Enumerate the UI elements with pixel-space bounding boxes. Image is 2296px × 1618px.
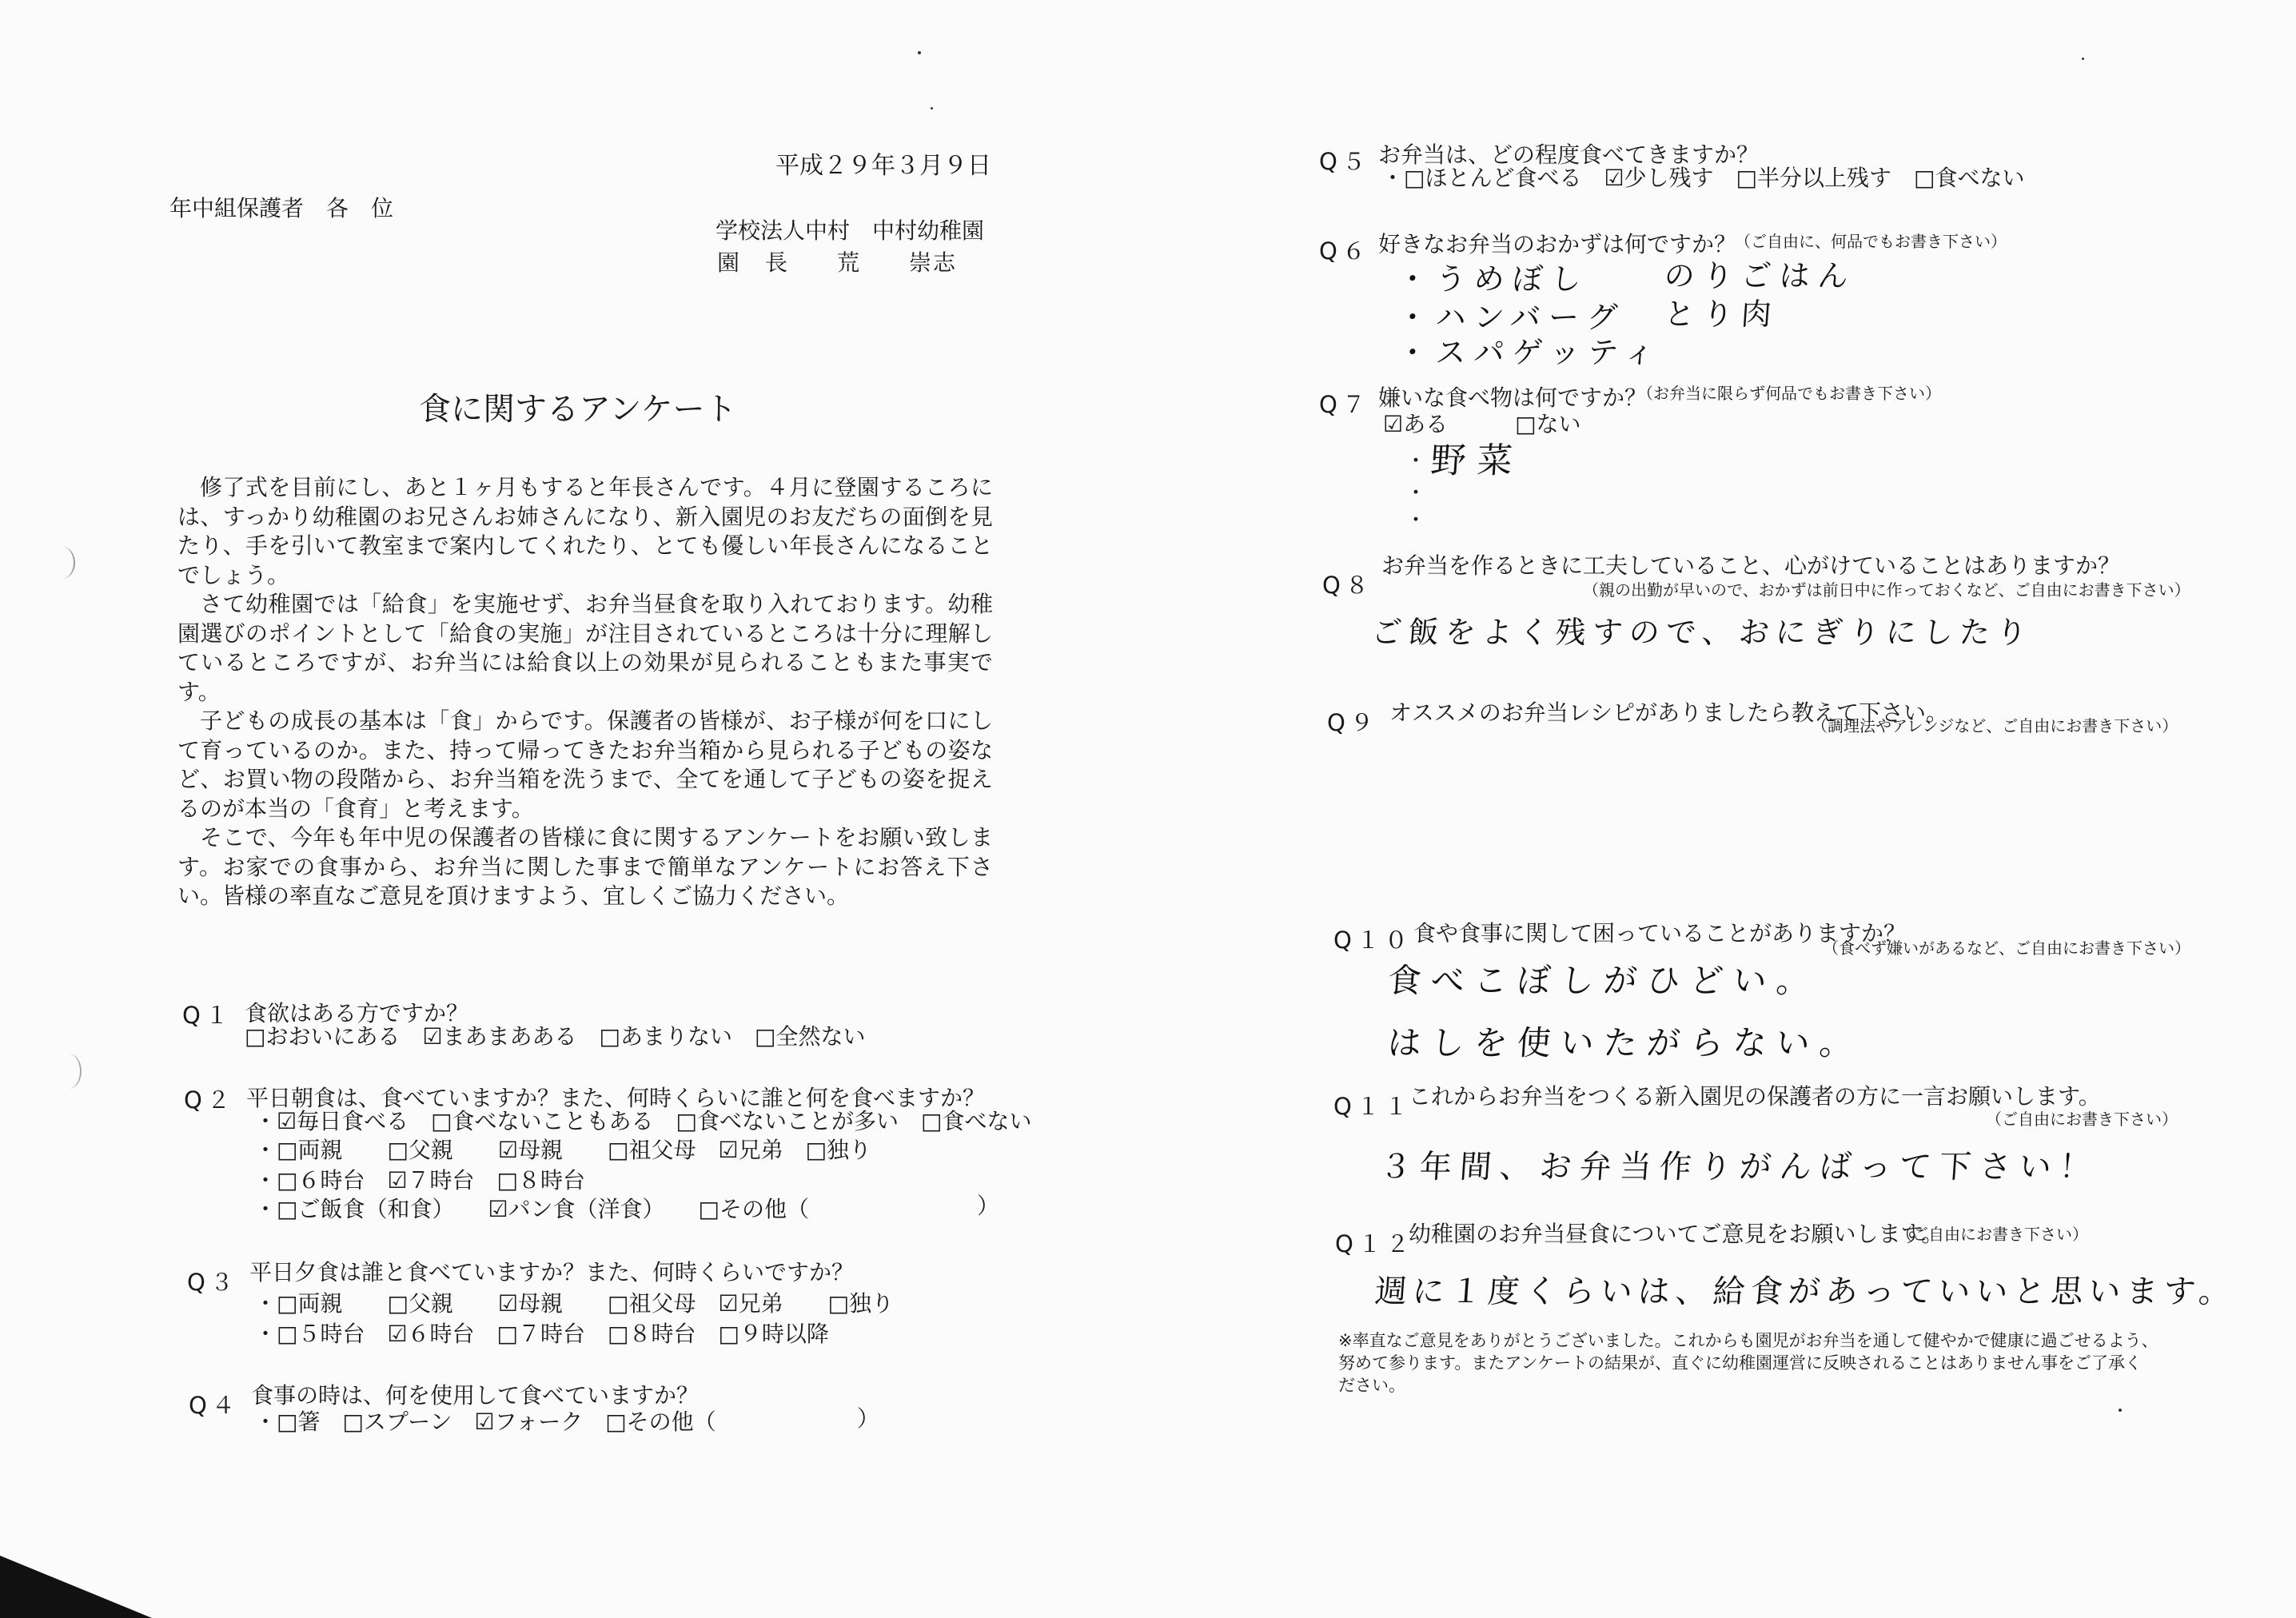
q4-question: 食事の時は、何を使用して食べていますか？ [251, 1382, 700, 1409]
q5-number: Q５ [1319, 148, 1370, 175]
q10-answer-1: 食べこぼしがひどい。 [1386, 961, 1821, 1000]
q10-note: （食べず嫌いがあるなど、ご自由にお書き下さい） [1823, 939, 2190, 958]
q9-number: Q９ [1327, 709, 1378, 736]
q11-number: Q１１ [1333, 1093, 1413, 1120]
q3-number: Q３ [187, 1269, 238, 1296]
q10-question: 食や食事に関して困っていることがありますか？ [1413, 920, 1907, 946]
q6-answer-right-1: のりごはん [1663, 258, 1858, 293]
q11-question: これからお弁当をつくる新入園児の保護者の方に一言お願いします。 [1409, 1083, 2101, 1110]
school-name: 学校法人中村 中村幼稚園 [716, 217, 985, 244]
q4-number: Q４ [189, 1392, 240, 1419]
intro-paragraph: 子どもの成長の基本は「食」からです。保護者の皆様が、お子様が何を口にして育っているのか。また、持って帰ってきたお弁当箱から見られる子どもの姿など、お買い物の段階から、お弁当箱を洗うまで、全てを通して子どもの姿を捉えるのが本当の「食育」と考えます。 [177, 707, 993, 822]
q11-note: （ご自由にお書き下さい） [1986, 1110, 2178, 1129]
q12-note: （ご自由にお書き下さい） [1896, 1225, 2088, 1244]
corner-shadow [0, 1551, 160, 1618]
q6-answer-left-2: ・ハンバーグ [1396, 300, 1627, 335]
scan-mark [50, 547, 75, 579]
addressee: 年中組保護者 各 位 [169, 195, 394, 221]
q7-options[interactable]: ☑ある □ない [1383, 411, 1581, 437]
q6-answer-left-3: ・スパゲッティ [1396, 335, 1664, 370]
q2-frequency-options[interactable]: ・☑毎日食べる □食べないこともある □食べないことが多い □食べない [254, 1108, 1032, 1134]
q1-number: Q１ [182, 1002, 233, 1029]
closing-note-line-3: ださい。 [1338, 1376, 1405, 1395]
scan-speck [931, 107, 933, 110]
intro-paragraph: さて幼稚園では「給食」を実施せず、お弁当昼食を取り入れております。幼稚園選びのポイントとして「給食の実施」が注目されているところは十分に理解しているところですが、お弁当には給食以上の効果が見られることもまた事実です。 [177, 591, 993, 705]
q9-note: （調理法やアレンジなど、ご自由にお書き下さい） [1812, 716, 2178, 735]
q6-answer-left-1: ・うめぼし [1396, 261, 1591, 297]
q1-question: 食欲はある方ですか？ [245, 1000, 469, 1026]
q4-other-close-paren: ） [857, 1405, 880, 1432]
q2-number: Q２ [184, 1086, 235, 1114]
q11-answer: ３年間、お弁当作りがんばって下さい！ [1378, 1149, 2101, 1186]
q5-question: お弁当は、どの程度食べてきますか？ [1378, 141, 1760, 168]
q6-number: Q６ [1319, 237, 1370, 265]
q6-question: 好きなお弁当のおかずは何ですか？ [1378, 231, 1737, 257]
q9-question: オススメのお弁当レシピがありましたら教えて下さい。 [1389, 699, 1949, 726]
intro-paragraph: 修了式を目前にし、あと１ヶ月もすると年長さんです。４月に登園するころには、すっかり幼稚園のお兄さんお姉さんになり、新入園児のお友だちの面倒を見たり、手を引いて教室まで案内してくれたり、とても優しい年長さんになることでしょう。 [177, 474, 993, 588]
document-date: 平成２９年３月９日 [775, 152, 991, 180]
q8-note: （親の出勤が早いので、おかずは前日中に作っておくなど、ご自由にお書き下さい） [1583, 580, 2190, 600]
principal-name: 園 長 荒 崇志 [717, 249, 958, 276]
q2-question: 平日朝食は、食べていますか？また、何時くらいに誰と何を食べますか？ [246, 1085, 986, 1111]
intro-text [177, 473, 993, 911]
q6-answer-right-2: とり肉 [1663, 297, 1781, 332]
q8-question: お弁当を作るときに工夫していること、心がけていることはありますか？ [1381, 552, 2121, 579]
q7-bullet: ・ [1405, 508, 1427, 532]
q7-question: 嫌いな食べ物は何ですか？ [1378, 385, 1648, 411]
q7-note: （お弁当に限らず何品でもお書き下さい） [1637, 384, 1941, 403]
q5-options[interactable]: ・□ほとんど食べる ☑少し残す □半分以上残す □食べない [1381, 165, 2025, 191]
q7-bullet: ・ [1405, 481, 1427, 505]
scan-mark [56, 1054, 82, 1089]
q2-companion-options[interactable]: ・□両親 □父親 ☑母親 □祖父母 ☑兄弟 □独り [254, 1137, 872, 1163]
q7-number: Q７ [1319, 391, 1370, 418]
q8-answer: ご飯をよく残すので、おにぎりにしたり [1370, 615, 2035, 650]
q2-other-close-paren: ） [977, 1193, 1000, 1219]
q3-time-options[interactable]: ・□５時台 ☑６時台 □７時台 □８時台 □９時以降 [254, 1321, 829, 1347]
scan-speck [2119, 1409, 2122, 1412]
q2-meal-type-options[interactable]: ・□ご飯食（和食） ☑パン食（洋食） □その他（ [254, 1196, 810, 1222]
q3-companion-options[interactable]: ・□両親 □父親 ☑母親 □祖父母 ☑兄弟 □独り [254, 1290, 895, 1317]
q8-number: Q８ [1322, 572, 1373, 599]
q1-options[interactable]: □おおいにある ☑まあまあある □あまりない □全然ない [245, 1023, 866, 1050]
page-title: 食に関するアンケート [419, 391, 737, 428]
q12-answer: 週に１度くらいは、給食があっていいと思います。 [1373, 1273, 2238, 1310]
closing-note-line-2: 努めて参ります。またアンケートの結果が、直ぐに幼稚園運営に反映されることはありません事をご了承く [1338, 1353, 2143, 1373]
scan-speck [918, 51, 921, 54]
q12-question: 幼稚園のお弁当昼食についてご意見をお願いします。 [1409, 1221, 1944, 1247]
q3-question: 平日夕食は誰と食べていますか？また、何時くらいですか？ [249, 1259, 855, 1285]
q10-answer-2: はしを使いたがらない。 [1386, 1023, 1864, 1062]
scan-speck [2082, 58, 2084, 60]
q7-bullet: ・ [1405, 449, 1427, 473]
q4-utensil-options[interactable]: ・□箸 □スプーン ☑フォーク □その他（ [254, 1409, 716, 1435]
q6-note: （ご自由に、何品でもお書き下さい） [1735, 232, 2007, 251]
q2-time-options[interactable]: ・□６時台 ☑７時台 □８時台 [254, 1167, 586, 1194]
closing-note-line-1: ※率直なご意見をありがとうございました。これからも園児がお弁当を通して健やかで健康に過ごせるよう、 [1338, 1331, 2158, 1350]
q12-number: Q１２ [1335, 1230, 1414, 1257]
intro-paragraph: そこで、今年も年中児の保護者の皆様に食に関するアンケートをお願い致します。お家での食事から、お弁当に関した事まで簡単なアンケートにお答え下さい。皆様の率直なご意見を頂けますよう、宜しくご協力ください。 [177, 824, 993, 909]
q10-number: Q１０ [1333, 927, 1413, 954]
q7-answer: 野菜 [1429, 440, 1525, 481]
